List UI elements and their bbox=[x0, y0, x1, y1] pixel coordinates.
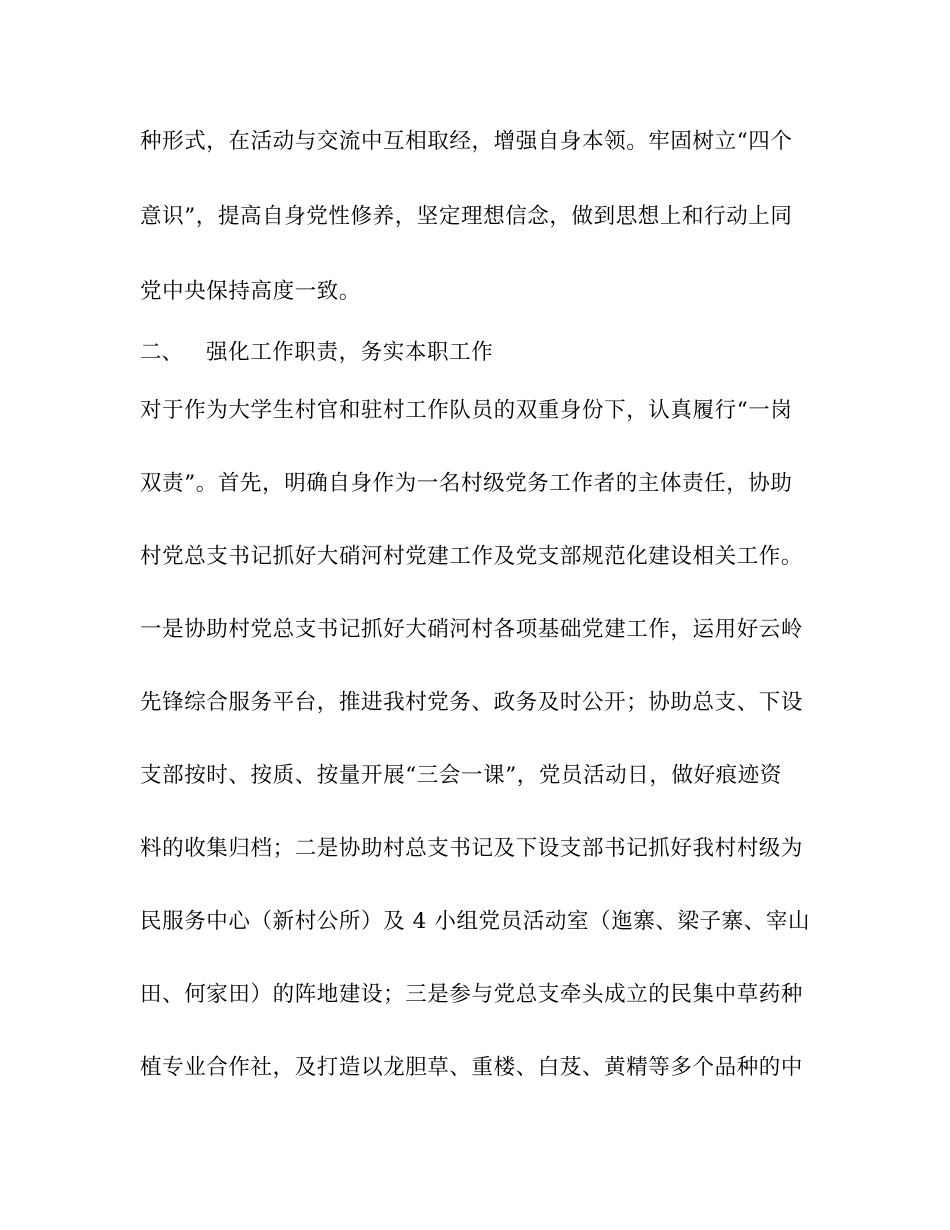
paragraph-line: 党中央保持高度一致。 bbox=[140, 279, 362, 304]
paragraph-line: 先锋综合服务平台，推进我村党务、政务及时公开；协助总支、下设 bbox=[140, 690, 804, 715]
paragraph-line: 料的收集归档；二是协助村总支书记及下设支部书记抓好我村村级为 bbox=[140, 836, 804, 861]
section-number: 二、 bbox=[140, 340, 184, 365]
paragraph-line: 村党总支书记抓好大硝河村党建工作及党支部规范化建设相关工作。 bbox=[140, 544, 804, 569]
section-heading bbox=[140, 340, 493, 366]
paragraph-line: 田、何家田）的阵地建设；三是参与党总支牵头成立的民集中草药种 bbox=[140, 982, 804, 1007]
paragraph-line: 一是协助村党总支书记抓好大硝河村各项基础党建工作，运用好云岭 bbox=[140, 617, 804, 642]
section-title: 强化工作职责，务实本职工作 bbox=[206, 340, 494, 365]
paragraph-line: 意识”，提高自身党性修养，坚定理想信念，做到思想上和行动上同 bbox=[140, 204, 793, 229]
paragraph-line: 种形式，在活动与交流中互相取经，增强自身本领。牢固树立“四个 bbox=[140, 129, 793, 154]
paragraph-line: 支部按时、按质、按量开展“三会一课”，党员活动日，做好痕迹资 bbox=[140, 763, 782, 788]
paragraph-line: 民服务中心（新村公所）及 4 小组党员活动室（迤寨、梁子寨、宰山 bbox=[140, 909, 811, 934]
paragraph-line: 双责”。首先，明确自身作为一名村级党务工作者的主体责任，协助 bbox=[140, 471, 793, 496]
paragraph-line: 对于作为大学生村官和驻村工作队员的双重身份下，认真履行“一岗 bbox=[140, 398, 793, 423]
paragraph-line: 植专业合作社，及打造以龙胆草、重楼、白芨、黄精等多个品种的中 bbox=[140, 1055, 804, 1080]
